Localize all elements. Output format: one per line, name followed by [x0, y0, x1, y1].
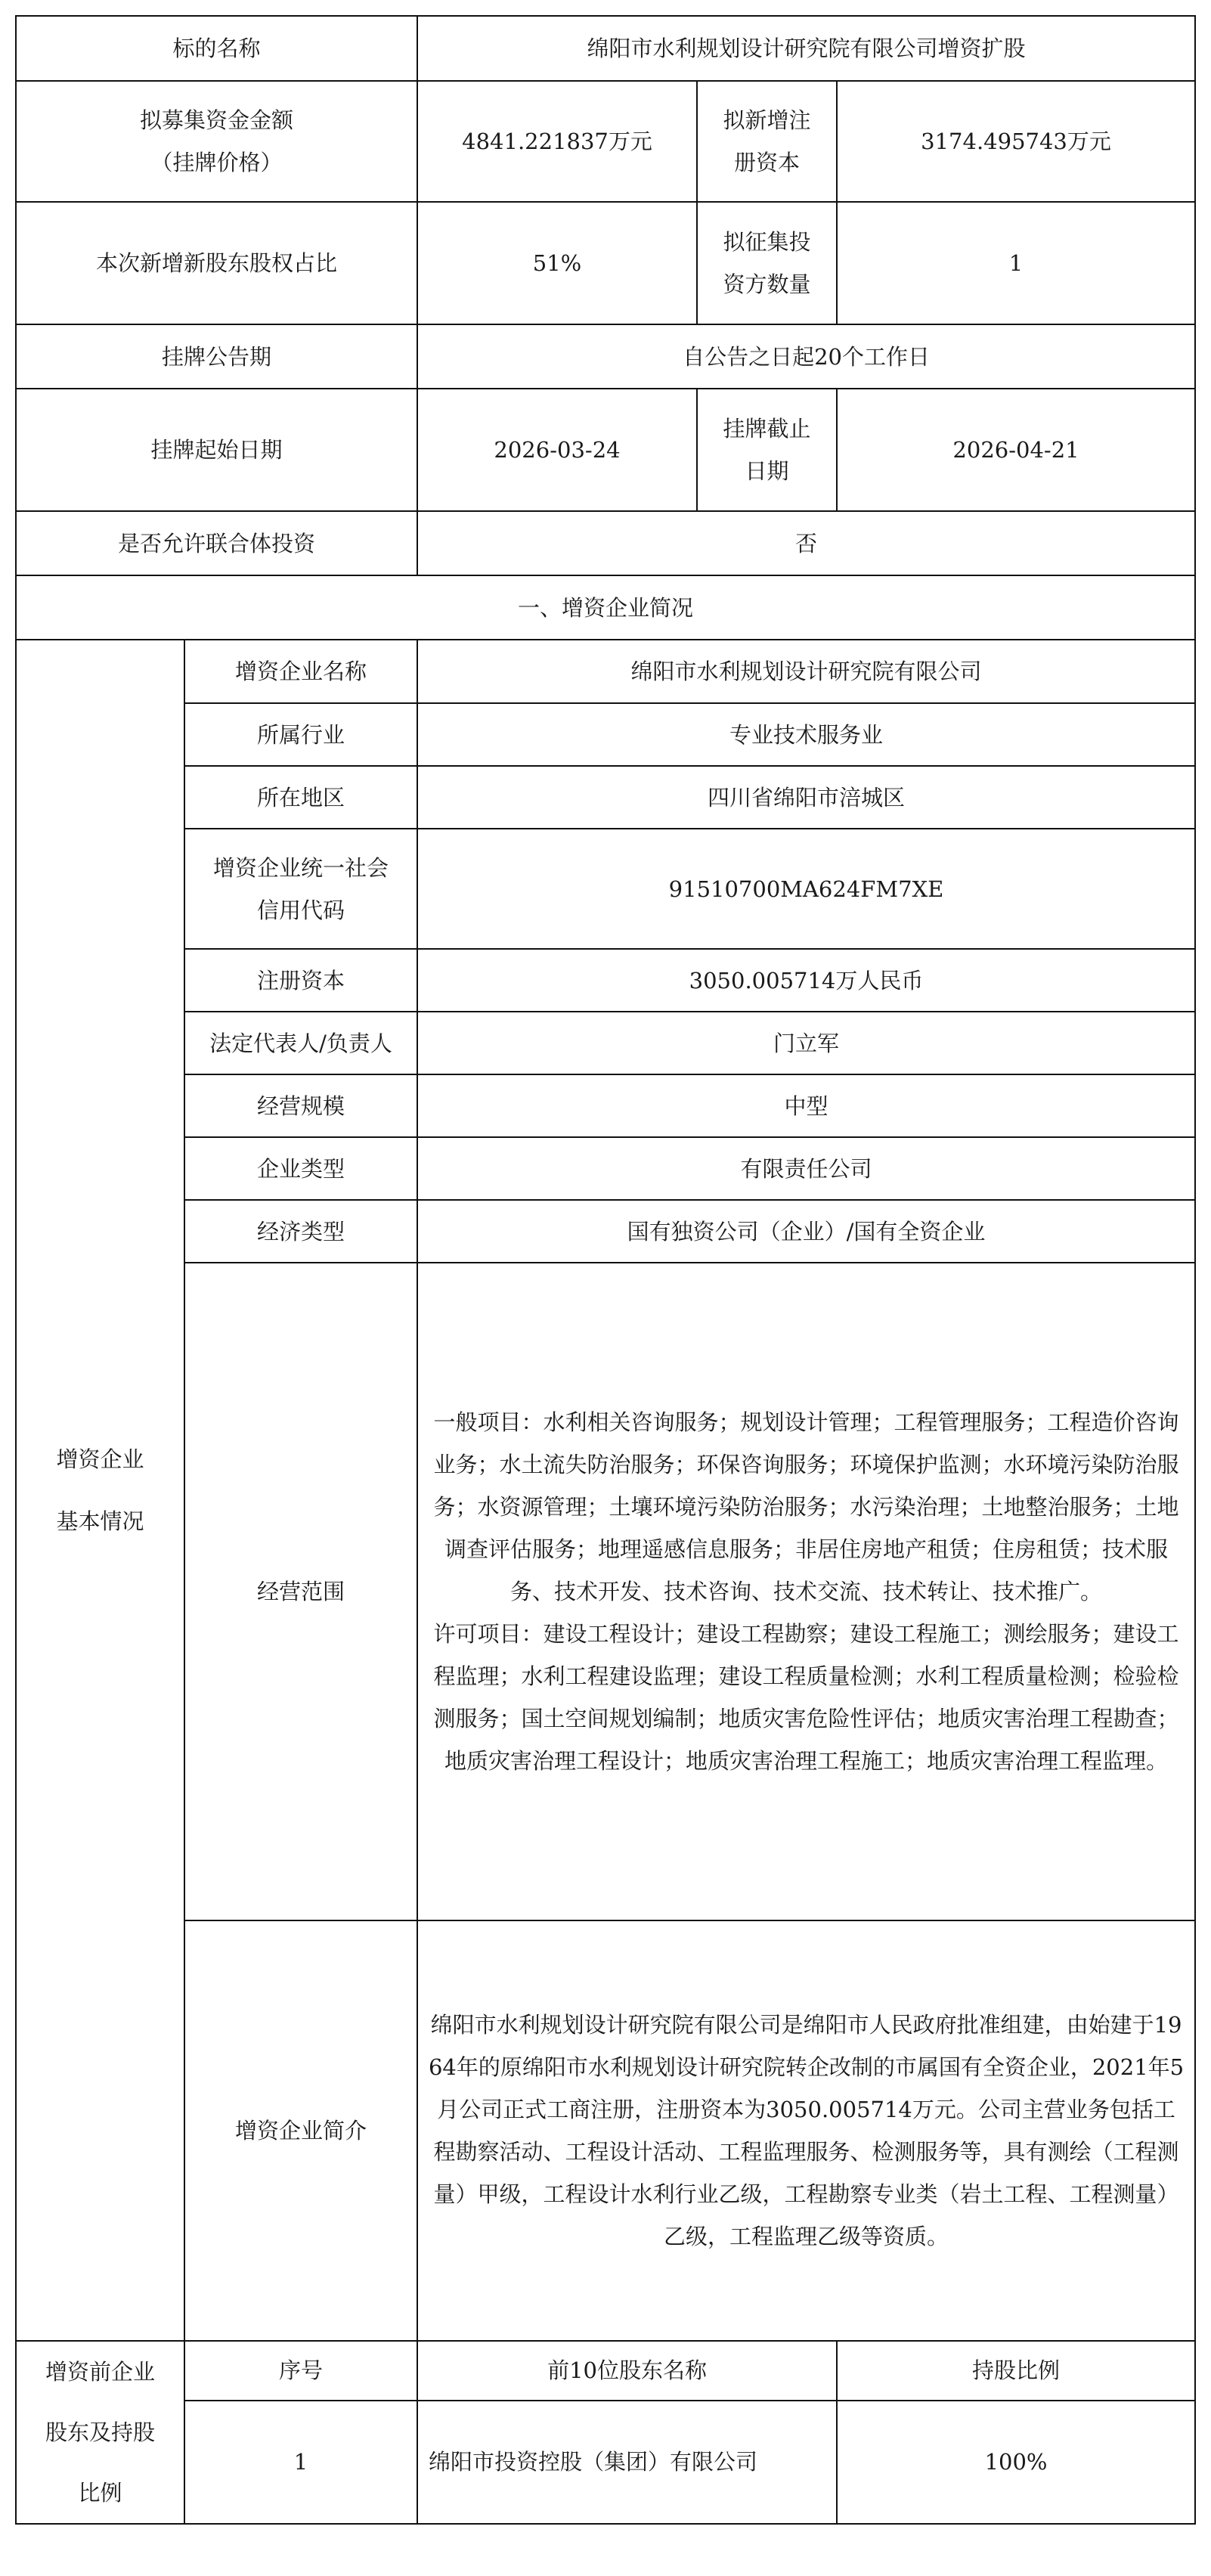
business-scope-value: [417, 1263, 1195, 1920]
shareholder-col-name: 前10位股东名称: [417, 2341, 837, 2401]
capital-label: 注册资本: [184, 949, 417, 1012]
row-dates: [16, 389, 1195, 511]
business-scope-licensed: 许可项目：建设工程设计；建设工程勘察；建设工程施工；测绘服务；建设工程监理；水利工程建设监理；建设工程质量检测；水利工程质量检测；检验检测服务；国土空间规划编制；地质灾害危险性评估；地质灾害治理工程勘查；地质灾害治理工程设计；地质灾害治理工程施工；地质灾害治理工程监理。: [433, 1621, 1179, 1774]
investor-count-label: 拟征集投资方数量: [697, 202, 837, 324]
scale-label: 经营规模: [184, 1074, 417, 1137]
shareholder-col-ratio: 持股比例: [837, 2341, 1195, 2401]
row-consortium: [16, 511, 1195, 575]
shareholder-col-no: 序号: [184, 2341, 417, 2401]
start-date-label: 挂牌起始日期: [16, 389, 417, 511]
company-intro-label: 增资企业简介: [184, 1920, 417, 2341]
row-capital: [16, 949, 1195, 1012]
company-name-label: 增资企业名称: [184, 640, 417, 703]
row-credit-code: [16, 829, 1195, 949]
shareholder-group-label: 增资前企业股东及持股比例: [16, 2341, 184, 2524]
target-name-label: 标的名称: [16, 16, 417, 81]
scale-value: 中型: [417, 1074, 1195, 1137]
listing-table: [15, 15, 1196, 2525]
start-date-value: 2026-03-24: [417, 389, 697, 511]
target-name-value: 绵阳市水利规划设计研究院有限公司增资扩股: [417, 16, 1195, 81]
company-name-value: 绵阳市水利规划设计研究院有限公司: [417, 640, 1195, 703]
consortium-value: 否: [417, 511, 1195, 575]
row-scale: [16, 1074, 1195, 1137]
row-shareholder-header: [16, 2341, 1195, 2401]
shareholder-no: 1: [184, 2401, 417, 2524]
row-equity-ratio: [16, 202, 1195, 324]
business-scope-label: 经营范围: [184, 1263, 417, 1920]
raise-amount-label: [16, 81, 417, 202]
end-date-value: 2026-04-21: [837, 389, 1195, 511]
region-label: 所在地区: [184, 766, 417, 829]
row-raise-amount: [16, 81, 1195, 202]
row-company-name: [16, 640, 1195, 703]
row-company-type: [16, 1137, 1195, 1200]
raise-amount-label-line1: 拟募集资金金额: [140, 107, 294, 133]
end-date-label: 挂牌截止日期: [697, 389, 837, 511]
row-target-name: [16, 16, 1195, 81]
company-type-value: 有限责任公司: [417, 1137, 1195, 1200]
capital-value: 3050.005714万人民币: [417, 949, 1195, 1012]
table-row: [16, 2401, 1195, 2524]
section1-title: 一、增资企业简况: [16, 575, 1195, 640]
company-type-label: 企业类型: [184, 1137, 417, 1200]
row-industry: [16, 703, 1195, 766]
notice-period-value: 自公告之日起20个工作日: [417, 324, 1195, 389]
row-section1-title: [16, 575, 1195, 640]
row-region: [16, 766, 1195, 829]
new-capital-value: 3174.495743万元: [837, 81, 1195, 202]
company-basic-group-label: 增资企业基本情况: [16, 640, 184, 2341]
row-company-intro: [16, 1920, 1195, 2341]
region-value: 四川省绵阳市涪城区: [417, 766, 1195, 829]
row-notice-period: [16, 324, 1195, 389]
raise-amount-value: 4841.221837万元: [417, 81, 697, 202]
equity-ratio-label: 本次新增新股东股权占比: [16, 202, 417, 324]
industry-label: 所属行业: [184, 703, 417, 766]
credit-code-value: 91510700MA624FM7XE: [417, 829, 1195, 949]
row-business-scope: [16, 1263, 1195, 1920]
shareholder-name: 绵阳市投资控股（集团）有限公司: [417, 2401, 837, 2524]
legal-rep-label: 法定代表人/负责人: [184, 1012, 417, 1074]
row-legal-rep: [16, 1012, 1195, 1074]
legal-rep-value: 门立军: [417, 1012, 1195, 1074]
investor-count-value: 1: [837, 202, 1195, 324]
econ-type-value: 国有独资公司（企业）/国有全资企业: [417, 1200, 1195, 1263]
row-econ-type: [16, 1200, 1195, 1263]
econ-type-label: 经济类型: [184, 1200, 417, 1263]
company-intro-value: 绵阳市水利规划设计研究院有限公司是绵阳市人民政府批准组建，由始建于1964年的原绵阳市水利规划设计研究院转企改制的市属国有全资企业，2021年5月公司正式工商注册，注册资本为3050.005714万元。公司主营业务包括工程勘察活动、工程设计活动、工程监理服务、检测服务等，具有测绘（工程测量）甲级，工程设计水利行业乙级，工程勘察专业类（岩土工程、工程测量）乙级，工程监理乙级等资质。: [417, 1920, 1195, 2341]
business-scope-general: 一般项目：水利相关咨询服务；规划设计管理；工程管理服务；工程造价咨询业务；水土流失防治服务；环保咨询服务；环境保护监测；水环境污染防治服务；水资源管理；土壤环境污染防治服务；水污染治理；土地整治服务；土地调查评估服务；地理遥感信息服务；非居住房地产租赁；住房租赁；技术服务、技术开发、技术咨询、技术交流、技术转让、技术推广。: [433, 1409, 1179, 1604]
credit-code-label: 增资企业统一社会信用代码: [184, 829, 417, 949]
shareholder-ratio: 100%: [837, 2401, 1195, 2524]
raise-amount-label-line2: （挂牌价格）: [150, 150, 283, 175]
notice-period-label: 挂牌公告期: [16, 324, 417, 389]
industry-value: 专业技术服务业: [417, 703, 1195, 766]
equity-ratio-value: 51%: [417, 202, 697, 324]
consortium-label: 是否允许联合体投资: [16, 511, 417, 575]
new-capital-label: 拟新增注册资本: [697, 81, 837, 202]
